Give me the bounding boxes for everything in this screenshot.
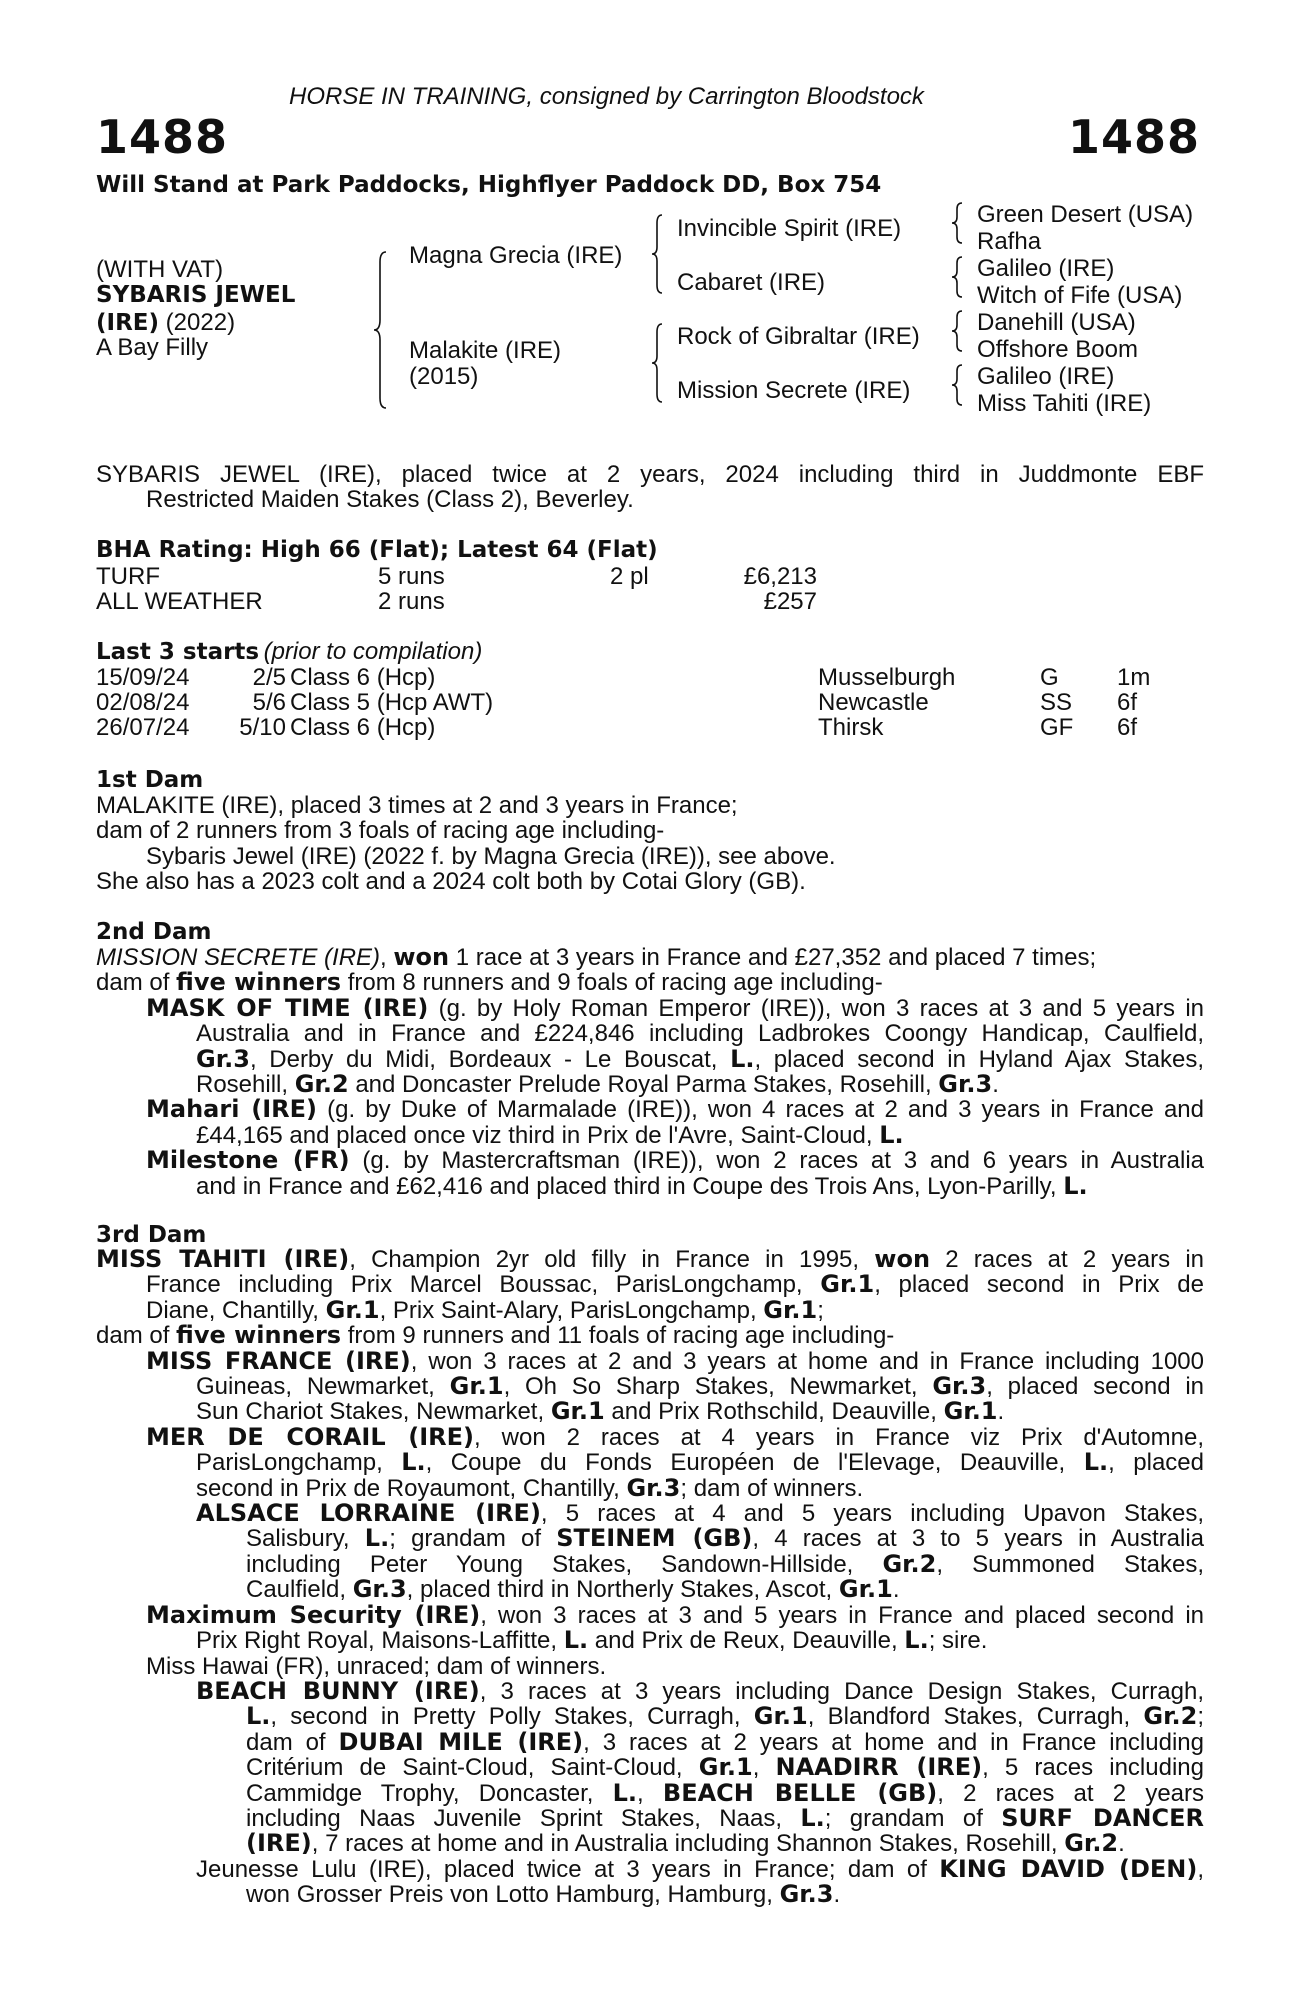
starts-title: Last 3 starts [96, 639, 260, 665]
horse-name: SYBARIS JEWEL [96, 282, 296, 308]
pedigree-ggp-8: Miss Tahiti (IRE) [977, 390, 1152, 417]
start-distance: 6f [1117, 714, 1138, 741]
bold-text: L. [1083, 1448, 1109, 1477]
bold-text: MER DE CORAIL (IRE) [146, 1422, 475, 1451]
text-segment: 1 race at 3 years in France and £27,352 and placed 7 times; [449, 944, 1097, 971]
bold-text: Gr.3 [932, 1372, 987, 1401]
bold-text: Gr.3 [779, 1880, 834, 1909]
pedigree-ggp-7: Galileo (IRE) [977, 363, 1115, 390]
text-line [96, 1422, 1204, 1451]
text-segment: , placed second in Prix de [874, 1271, 1204, 1299]
text-segment: Cammidge Trophy, Doncaster, [246, 1779, 613, 1807]
first-dam-section [96, 793, 1204, 895]
bold-text: Gr.2 [1143, 1702, 1198, 1731]
bha-prize-turf: £6,213 [743, 563, 817, 590]
bold-text: Gr.3 [938, 1070, 993, 1099]
text-segment: . [992, 1071, 999, 1099]
text-segment: ; grandam of [824, 1804, 1002, 1832]
second-dam-heading: 2nd Dam [96, 919, 212, 945]
bold-text: Gr.1 [325, 1295, 380, 1324]
text-segment: Rosehill, [196, 1071, 295, 1099]
start-date: 02/08/24 [96, 689, 190, 716]
bold-text: NAADIRR (IRE) [775, 1753, 983, 1782]
text-segment: , placed [1108, 1449, 1204, 1477]
text-line [96, 1501, 1204, 1526]
text-segment: and in France and £62,416 and placed third in Coupe des Trois Ans, Lyon-Parilly, [196, 1172, 1064, 1200]
text-segment: , Coupe du Fonds Européen de l'Elevage, Deauville, [425, 1449, 1084, 1477]
lot-number-left: 1488 [96, 110, 229, 164]
bold-text: L. [800, 1803, 825, 1832]
text-line [96, 1374, 1204, 1399]
horse-year: (2022) [159, 309, 236, 336]
text-segment: . [833, 1881, 841, 1909]
start-distance: 1m [1117, 664, 1151, 691]
text-segment: , 5 races at 4 and 5 years including Upavon Stakes, [540, 1500, 1204, 1528]
text-segment: (g. by Duke of Marmalade (IRE)), won 4 races at 2 and 3 years in France and [316, 1096, 1205, 1124]
first-dam-heading: 1st Dam [96, 767, 204, 793]
text-segment: ; sire. [928, 1627, 988, 1655]
text-segment: France including Prix Marcel Boussac, ParisLongchamp, [146, 1271, 821, 1299]
text-segment: , 4 races at 3 to 5 years in Australia [752, 1525, 1205, 1553]
start-position: 5/6 [252, 689, 286, 716]
bold-text: Gr.2 [1064, 1829, 1119, 1858]
start-race: Class 5 (Hcp AWT) [290, 689, 494, 716]
pedigree-dam-dam: Mission Secrete (IRE) [677, 377, 911, 404]
text-line [96, 1654, 1204, 1679]
bold-text: Gr.1 [753, 1702, 808, 1731]
bold-text: L. [1063, 1171, 1088, 1200]
text-line [96, 1577, 1204, 1602]
text-line [96, 1882, 1204, 1907]
text-line [96, 1044, 1204, 1073]
pedigree-sire: Magna Grecia (IRE) [409, 242, 623, 269]
third-dam-heading: 3rd Dam [96, 1222, 207, 1248]
text-segment: , won 3 races at 2 and 3 years at home and in France including 1000 [410, 1347, 1204, 1375]
pedigree-dam: Malakite (IRE) [409, 337, 562, 364]
pedigree-brace-dam [650, 322, 664, 404]
text-segment: (g. by Holy Roman Emperor (IRE)), won 3 races at 3 and 5 years in [428, 994, 1204, 1022]
text-segment: won Grosser Preis von Lotto Hamburg, Hamburg, [246, 1881, 780, 1909]
race-summary [96, 462, 1204, 513]
text-segment: Jeunesse Lulu (IRE), placed twice at 3 years in France; dam of [196, 1855, 940, 1883]
text-line [96, 1272, 1204, 1297]
bha-surface-aw: ALL WEATHER [96, 588, 263, 615]
first-dam-line: dam of 2 runners from 3 foals of racing age including- [96, 817, 665, 845]
text-line [96, 1247, 1204, 1272]
bha-rating: BHA Rating: High 66 (Flat); Latest 64 (Flat) [96, 537, 658, 563]
first-dam-line: MALAKITE (IRE), placed 3 times at 2 and 3 years in France; [96, 792, 738, 819]
text-line [96, 1323, 1204, 1348]
text-segment: , Oh So Sharp Stakes, Newmarket, [503, 1373, 933, 1401]
text-segment: Salisbury, [246, 1525, 365, 1553]
first-dam-line: Sybaris Jewel (IRE) (2022 f. by Magna Grecia (IRE)), see above. [146, 842, 836, 870]
bold-text: Gr.2 [294, 1070, 349, 1099]
bold-text: Milestone (FR) [146, 1146, 350, 1175]
bold-text: BEACH BELLE (GB) [662, 1778, 938, 1807]
text-segment: Diane, Chantilly, [146, 1296, 326, 1324]
pedigree-ggp-5: Danehill (USA) [977, 309, 1136, 336]
text-line [96, 1803, 1204, 1832]
bold-text: BEACH BUNNY (IRE) [196, 1676, 480, 1705]
text-segment: dam of [246, 1728, 339, 1756]
pedigree-brace-gg2 [950, 255, 964, 299]
pedigree-ggp-6: Offshore Boom [977, 336, 1138, 363]
text-segment: Prix Right Royal, Maisons-Laffitte, [196, 1627, 564, 1655]
pedigree-ggp-2: Rafha [977, 228, 1042, 255]
bold-text: five winners [176, 968, 342, 997]
text-line [96, 1549, 1204, 1578]
horse-description: A Bay Filly [96, 334, 209, 361]
pedigree-ggp-3: Galileo (IRE) [977, 255, 1115, 282]
bold-text: won [393, 943, 450, 971]
text-segment: (g. by Mastercraftsman (IRE)), won 2 races at 3 and 6 years in Australia [349, 1147, 1204, 1175]
bold-text: L. [401, 1448, 426, 1477]
bold-text: Gr.3 [626, 1473, 681, 1502]
text-segment: dam of [96, 969, 177, 997]
starts-heading [96, 639, 482, 665]
text-line [96, 945, 1204, 970]
pedigree-dam-year: (2015) [409, 363, 479, 390]
start-course: Musselburgh [818, 664, 956, 691]
bold-text: Gr.1 [763, 1295, 818, 1324]
text-line [96, 1171, 1204, 1200]
text-segment: Australia and in France and £224,846 including Ladbrokes Coongy Handicap, Caulfield, [196, 1020, 1204, 1048]
text-line [96, 1346, 1204, 1375]
start-position: 2/5 [252, 664, 286, 691]
start-distance: 6f [1117, 689, 1138, 716]
text-line [96, 1473, 1204, 1502]
bold-text: (IRE) [246, 1829, 312, 1858]
bold-text: Gr.1 [820, 1270, 875, 1299]
text-segment: , [752, 1754, 776, 1782]
starts-note: (prior to compilation) [263, 638, 483, 665]
text-segment: , placed second in Hyland Ajax Stakes, [754, 1045, 1204, 1073]
bold-text: won [874, 1245, 931, 1273]
bold-text: L. [364, 1524, 390, 1553]
text-segment: , [380, 944, 394, 971]
bold-text: DUBAI MILE (IRE) [338, 1727, 584, 1756]
bold-text: Gr.2 [882, 1549, 937, 1578]
text-segment: . [892, 1576, 900, 1604]
start-going: GF [1040, 714, 1074, 741]
text-line [96, 1526, 1204, 1551]
pedigree-brace-gg4 [950, 363, 964, 407]
bold-text: L. [879, 1120, 904, 1149]
bold-text: SURF DANCER [1001, 1803, 1204, 1832]
text-segment: and Prix Rothschild, Deauville, [604, 1398, 944, 1426]
third-dam-section [96, 1247, 1204, 1908]
text-line [96, 1120, 1204, 1149]
vat-label: (WITH VAT) [96, 256, 224, 283]
bold-text: STEINEM (GB) [556, 1524, 753, 1553]
text-segment: £44,165 and placed once viz third in Prix de l'Avre, Saint-Cloud, [196, 1121, 880, 1149]
bold-text: MISS TAHITI (IRE) [96, 1245, 350, 1273]
text-segment: ; dam of winners. [680, 1474, 864, 1502]
bold-text: Gr.1 [449, 1372, 504, 1401]
bold-text: five winners [176, 1321, 342, 1350]
summary-line-2: Restricted Maiden Stakes (Class 2), Beverley. [146, 486, 634, 514]
second-dam-section [96, 945, 1204, 1199]
text-segment: , Derby du Midi, Bordeaux - Le Bouscat, [249, 1045, 731, 1073]
text-segment: . [1118, 1830, 1125, 1858]
start-course: Thirsk [818, 714, 884, 741]
start-race: Class 6 (Hcp) [290, 664, 436, 691]
text-segment: , 2 races at 2 years [937, 1779, 1205, 1807]
pedigree-sire-sire: Invincible Spirit (IRE) [677, 215, 902, 242]
bold-text: Gr.1 [698, 1753, 753, 1782]
text-line [96, 1097, 1204, 1122]
text-segment: , Champion 2yr old filly in France in 1995, [349, 1246, 875, 1273]
text-segment: , won 3 races at 3 and 5 years in France and placed second in [480, 1601, 1205, 1629]
location-line: Will Stand at Park Paddocks, Highflyer Paddock DD, Box 754 [96, 172, 882, 198]
text-segment: , [1197, 1855, 1204, 1883]
bold-text: Gr.1 [943, 1397, 998, 1426]
bold-text: Gr.1 [838, 1575, 893, 1604]
lot-number-right: 1488 [1067, 110, 1200, 164]
bha-prize-aw: £257 [763, 588, 817, 615]
text-segment: Caulfield, [246, 1576, 353, 1604]
pedigree-dam-sire: Rock of Gibraltar (IRE) [677, 323, 920, 350]
pedigree-ggp-1: Green Desert (USA) [977, 201, 1194, 228]
bold-text: MASK OF TIME (IRE) [146, 993, 429, 1022]
start-going: G [1040, 664, 1059, 691]
bold-text: L. [730, 1044, 755, 1073]
start-date: 15/09/24 [96, 664, 190, 691]
bha-runs-aw: 2 runs [378, 588, 445, 615]
text-line [96, 1600, 1205, 1629]
text-segment: , 7 races at home and in Australia including Shannon Stakes, Rosehill, [311, 1830, 1065, 1858]
start-date: 26/07/24 [96, 714, 190, 741]
text-segment: dam of [96, 1322, 177, 1350]
text-segment: and Prix de Reux, Deauville, [588, 1627, 905, 1655]
text-segment: Sun Chariot Stakes, Newmarket, [196, 1398, 551, 1426]
pedigree-brace-main [372, 250, 388, 410]
pedigree-sire-dam: Cabaret (IRE) [677, 269, 826, 296]
text-segment: ; grandam of [389, 1525, 557, 1553]
start-course: Newcastle [818, 689, 929, 716]
text-segment: including Naas Juvenile Sprint Stakes, Naas, [246, 1804, 801, 1832]
bold-text: Gr.3 [196, 1044, 250, 1073]
text-line [96, 1676, 1204, 1705]
consignment-line: HORSE IN TRAINING, consigned by Carrington Bloodstock [289, 83, 924, 110]
start-position: 5/10 [239, 714, 286, 741]
start-going: SS [1040, 689, 1073, 716]
text-segment: Miss Hawai (FR), unraced; dam of winners. [146, 1652, 607, 1680]
text-line [96, 970, 1204, 995]
first-dam-line: She also has a 2023 colt and a 2024 colt both by Cotai Glory (GB). [96, 868, 806, 896]
text-line [96, 1704, 1204, 1729]
text-segment: ParisLongchamp, [196, 1449, 402, 1477]
bha-surface-turf: TURF [96, 563, 160, 590]
text-line [96, 1778, 1205, 1807]
bold-text: Gr.3 [352, 1575, 407, 1604]
text-line [96, 1295, 1204, 1324]
text-line [96, 1148, 1204, 1173]
text-segment: , Summoned Stakes, [936, 1550, 1204, 1578]
pedigree-ggp-4: Witch of Fife (USA) [977, 282, 1183, 309]
pedigree-brace-gg3 [950, 309, 964, 353]
text-line [96, 1755, 1204, 1780]
bha-placed-turf: 2 pl [610, 563, 649, 590]
horse-name-suffix [96, 310, 235, 336]
text-segment: , 3 races at 2 years at home and in France including [583, 1728, 1204, 1756]
text-segment: including Peter Young Stakes, Sandown-Hillside, [246, 1550, 883, 1578]
text-segment: , won 2 races at 4 years in France viz Prix d'Automne, [474, 1423, 1204, 1451]
text-segment: and Doncaster Prelude Royal Parma Stakes, Rosehill, [348, 1071, 939, 1099]
text-segment: second in Prix de Royaumont, Chantilly, [196, 1474, 627, 1502]
bold-text: Gr.1 [550, 1397, 605, 1426]
text-line [96, 1021, 1204, 1046]
bold-text: L. [612, 1778, 638, 1807]
text-segment: from 9 runners and 11 foals of racing age including- [341, 1322, 895, 1350]
text-line [96, 1399, 1204, 1424]
text-segment: , second in Pretty Polly Stakes, Curragh, [270, 1703, 754, 1731]
bha-runs-turf: 5 runs [378, 563, 445, 590]
text-segment: , placed third in Northerly Stakes, Ascot, [406, 1576, 839, 1604]
bold-text: L. [904, 1626, 929, 1655]
text-line [96, 1628, 1204, 1653]
bold-text: Maximum Security (IRE) [146, 1600, 481, 1629]
text-segment: ; [817, 1296, 824, 1324]
text-segment: Critérium de Saint-Cloud, Saint-Cloud, [246, 1754, 699, 1782]
text-line [96, 1450, 1204, 1475]
pedigree-brace-gg1 [950, 201, 964, 245]
pedigree-brace-sire [650, 213, 664, 295]
text-segment: , placed second in [986, 1373, 1205, 1401]
text-segment: Guineas, Newmarket, [196, 1373, 450, 1401]
bold-text: Mahari (IRE) [146, 1095, 317, 1124]
text-line [96, 1727, 1204, 1756]
text-segment: from 8 runners and 9 foals of racing age including- [341, 969, 883, 997]
text-segment: 2 races at 2 years in [930, 1246, 1205, 1273]
text-segment: , 5 races including [982, 1754, 1204, 1782]
text-line [96, 1854, 1204, 1883]
start-race: Class 6 (Hcp) [290, 714, 436, 741]
text-line [96, 993, 1204, 1022]
text-segment: ; [1197, 1703, 1205, 1731]
bold-text: L. [563, 1626, 589, 1655]
text-segment: , Blandford Stakes, Curragh, [807, 1703, 1144, 1731]
dam-name: MISSION SECRETE (IRE) [96, 944, 381, 971]
horse-country: (IRE) [96, 310, 160, 336]
summary-line-1: SYBARIS JEWEL (IRE), placed twice at 2 years, 2024 including third in Juddmonte EBF [96, 461, 1204, 488]
text-segment: . [997, 1398, 1005, 1426]
bold-text: ALSACE LORRAINE (IRE) [196, 1499, 541, 1528]
text-segment: , [637, 1779, 663, 1807]
text-segment: , 3 races at 3 years including Dance Design Stakes, Curragh, [479, 1677, 1204, 1705]
text-line [96, 1072, 1204, 1097]
bold-text: MISS FRANCE (IRE) [146, 1346, 411, 1375]
bold-text: L. [246, 1702, 271, 1731]
bold-text: KING DAVID (DEN) [939, 1854, 1198, 1883]
text-line [96, 1831, 1204, 1856]
text-segment: , Prix Saint-Alary, ParisLongchamp, [379, 1296, 764, 1324]
